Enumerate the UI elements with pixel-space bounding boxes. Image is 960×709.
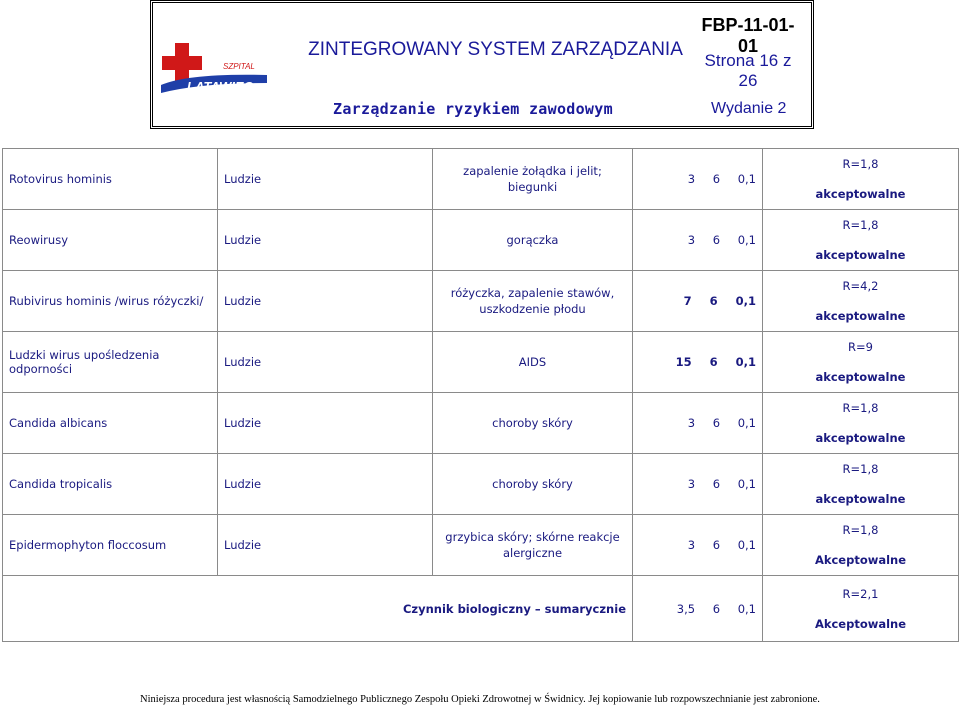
- table-row: [3, 454, 959, 515]
- document-subtitle: Zarządzanie ryzykiem zawodowym: [333, 100, 613, 118]
- risk-assessment-cell: [763, 210, 959, 271]
- risk-acceptance: akceptowalne: [815, 431, 906, 445]
- risk-parameters-cell: 7 6 0,1: [633, 271, 763, 332]
- risk-parameters-cell: 3 6 0,1: [633, 210, 763, 271]
- risk-assessment-cell: [763, 149, 959, 210]
- agent-cell: Reowirusy: [3, 210, 218, 271]
- risk-parameters-cell: 3 6 0,1: [633, 515, 763, 576]
- health-effect-cell: choroby skóry: [433, 393, 633, 454]
- summary-risk-value: R=2,1: [842, 586, 879, 601]
- risk-parameters-cell: 3 6 0,1: [633, 393, 763, 454]
- summary-parameters-cell: 3,5 6 0,1: [633, 576, 763, 642]
- summary-risk-cell: [763, 576, 959, 642]
- agent-cell: Candida albicans: [3, 393, 218, 454]
- table-row: [3, 149, 959, 210]
- risk-assessment-cell: [763, 515, 959, 576]
- exposed-group-cell: Ludzie: [218, 210, 433, 271]
- summary-row: [3, 576, 959, 642]
- risk-acceptance: Akceptowalne: [814, 553, 907, 567]
- risk-parameters-cell: 3 6 0,1: [633, 454, 763, 515]
- svg-text:LATAWIEC: LATAWIEC: [187, 79, 253, 94]
- system-title: ZINTEGROWANY SYSTEM ZARZĄDZANIA: [308, 39, 683, 60]
- risk-parameters-cell: 15 6 0,1: [633, 332, 763, 393]
- risk-value: R=1,8: [842, 462, 879, 476]
- exposed-group-cell: Ludzie: [218, 515, 433, 576]
- risk-table: [2, 148, 959, 642]
- health-effect-cell: gorączka: [433, 210, 633, 271]
- agent-cell: Epidermophyton floccosum: [3, 515, 218, 576]
- svg-text:SZPITAL: SZPITAL: [223, 62, 255, 71]
- exposed-group-cell: Ludzie: [218, 332, 433, 393]
- agent-cell: Ludzki wirus upośledzenia odporności: [3, 332, 218, 393]
- risk-assessment-cell: [763, 454, 959, 515]
- exposed-group-cell: Ludzie: [218, 393, 433, 454]
- document-header: [150, 0, 814, 129]
- risk-value: R=1,8: [842, 401, 879, 415]
- risk-assessment-cell: [763, 332, 959, 393]
- risk-acceptance: akceptowalne: [815, 248, 906, 262]
- risk-value: R=1,8: [842, 218, 879, 232]
- risk-assessment-cell: [763, 271, 959, 332]
- table-row: [3, 271, 959, 332]
- table-row: [3, 393, 959, 454]
- exposed-group-cell: Ludzie: [218, 149, 433, 210]
- summary-label: Czynnik biologiczny – sumarycznie: [3, 576, 633, 642]
- risk-assessment-cell: [763, 393, 959, 454]
- health-effect-cell: zapalenie żołądka i jelit; biegunki: [433, 149, 633, 210]
- risk-value: R=1,8: [842, 157, 879, 171]
- exposed-group-cell: Ludzie: [218, 454, 433, 515]
- risk-table-body: [3, 149, 959, 642]
- edition-label: Wydanie 2: [711, 100, 787, 117]
- agent-cell: Rubivirus hominis /wirus różyczki/: [3, 271, 218, 332]
- page-number: Strona 16 z 26: [704, 51, 792, 90]
- health-effect-cell: grzybica skóry; skórne reakcje alergiczne: [433, 515, 633, 576]
- footer-notice: Niniejsza procedura jest własnością Samodzielnego Publicznego Zespołu Opieki Zdrowotnej w Świdnicy. Jej kopiowanie lub rozpowszechnianie jest zabronione.: [140, 694, 820, 705]
- summary-risk-acceptance: Akceptowalne: [814, 616, 907, 631]
- health-effect-cell: choroby skóry: [433, 454, 633, 515]
- hospital-logo: [159, 39, 271, 101]
- risk-parameters-cell: 3 6 0,1: [633, 149, 763, 210]
- risk-acceptance: akceptowalne: [815, 309, 906, 323]
- agent-cell: Candida tropicalis: [3, 454, 218, 515]
- table-row: [3, 210, 959, 271]
- document-code: FBP-11-01-01: [701, 15, 795, 56]
- risk-value: R=9: [848, 340, 873, 354]
- risk-acceptance: akceptowalne: [815, 187, 906, 201]
- agent-cell: Rotovirus hominis: [3, 149, 218, 210]
- table-row: [3, 515, 959, 576]
- risk-acceptance: akceptowalne: [815, 492, 906, 506]
- risk-value: R=1,8: [842, 523, 879, 537]
- table-row: [3, 332, 959, 393]
- exposed-group-cell: Ludzie: [218, 271, 433, 332]
- risk-value: R=4,2: [842, 279, 879, 293]
- health-effect-cell: różyczka, zapalenie stawów, uszkodzenie płodu: [433, 271, 633, 332]
- risk-acceptance: akceptowalne: [815, 370, 906, 384]
- health-effect-cell: AIDS: [433, 332, 633, 393]
